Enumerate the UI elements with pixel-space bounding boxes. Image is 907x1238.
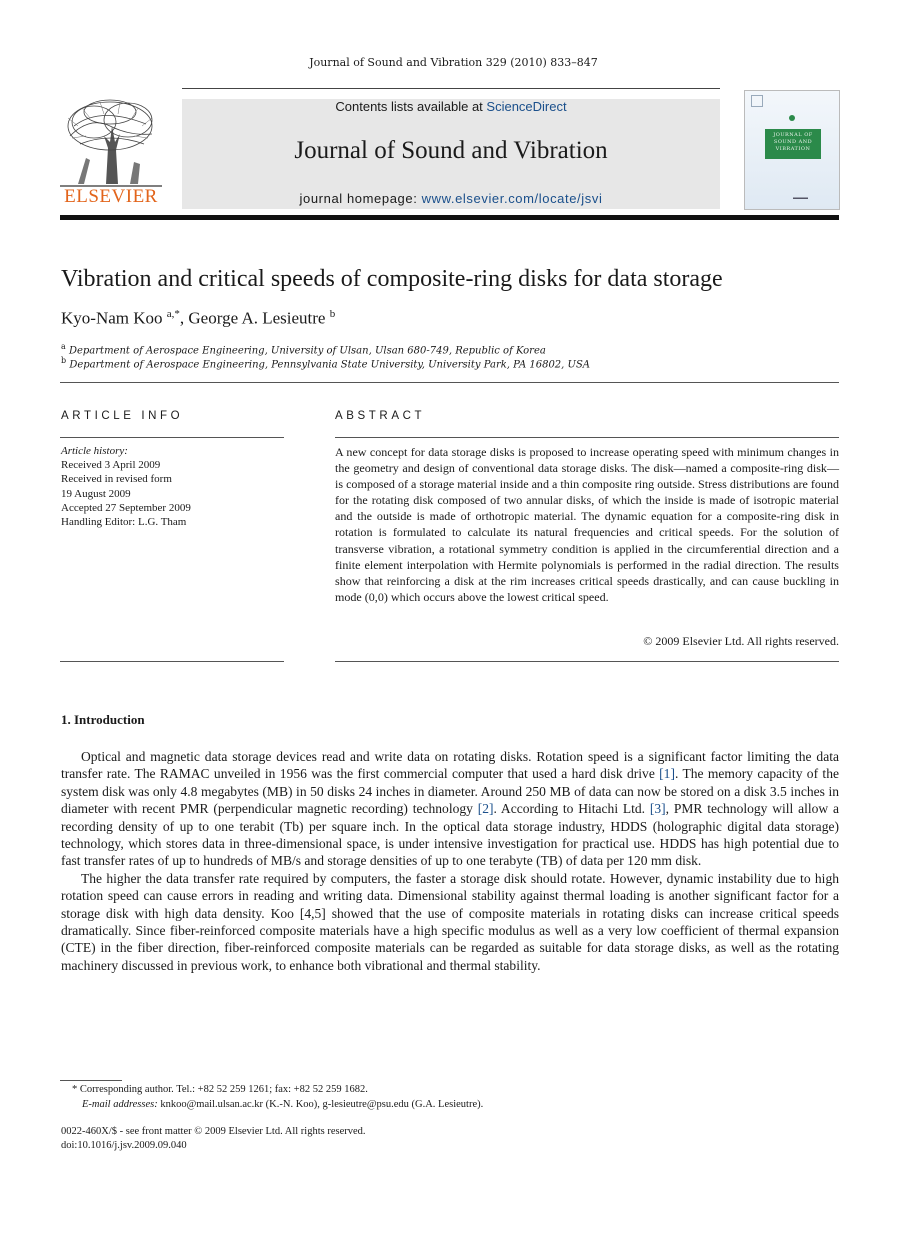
author-separator: , [179, 308, 189, 328]
history-line: Accepted 27 September 2009 [61, 501, 191, 514]
abstract-copyright: © 2009 Elsevier Ltd. All rights reserved. [643, 634, 839, 648]
sciencedirect-link[interactable]: ScienceDirect [486, 99, 567, 114]
reference-link-1[interactable]: [1] [659, 766, 675, 782]
paragraph-text: . The memory capacity of the system disk was only 4.8 megabytes (MB) in 50 disks 24 inches in diameter. Around 250 MB of data can now be stored on a disk 3.5 inches in diameter with recent PMR (perpendicular magnetic recording) technology [61, 766, 839, 817]
affiliation-b [61, 356, 590, 370]
article-info-rule [60, 437, 284, 438]
paragraph-text: , PMR technology will allow a recording density of up to one terabit (Tb) per square inch. In the optical data storage industry, HDDS (holographic digital data storage) technology, which stores data in three-dimensional space, is under intensive investigation for practical use. HDDS has high potential due to fast transfer rates of up to hundreds of MB/s and storage densities of up to one terabyte (TB) of data per 120 mm disk. [61, 801, 839, 869]
intro-paragraph-1 [61, 748, 839, 870]
issn-line: 0022-460X/$ - see front matter © 2009 Elsevier Ltd. All rights reserved. [61, 1126, 366, 1137]
author-list [61, 308, 335, 329]
section-heading-introduction: 1. Introduction [61, 712, 145, 727]
article-history [61, 444, 285, 529]
corresponding-author-note: * Corresponding author. Tel.: +82 52 259 1261; fax: +82 52 259 1682. [72, 1084, 368, 1095]
author-2: George A. Lesieutre [188, 308, 326, 328]
contents-line [182, 99, 720, 115]
paragraph-text: . According to Hitachi Ltd. [493, 801, 650, 817]
cover-mark-icon [751, 95, 763, 107]
intro-paragraph-2: The higher the data transfer rate required by computers, the faster a storage disk should rotate. However, dynamic instability due to high rotation speed can cause errors in reading and writing data. Dimensional stability against thermal loading is another significant factor for a storage disk with high data density. Koo [4,5] showed that the use of composite materials in rotating disks can increase critical speeds dramatically. Since fiber-reinforced composite materials have a high specific modulus as well as a very low coefficient of thermal expansion (CTE) in the fiber direction, fiber-reinforced composite materials can be regarded as suitable for data storage disks, as well as the rotating machinery discussed in previous work, to enhance both vibrational and thermal stability. [61, 870, 839, 973]
homepage-prefix: journal homepage: [299, 191, 422, 206]
journal-citation: Journal of Sound and Vibration 329 (2010) 833–847 [309, 56, 598, 69]
cover-dot-icon [789, 115, 795, 121]
history-line: 19 August 2009 [61, 487, 131, 500]
author-1: Kyo-Nam Koo [61, 308, 163, 328]
author-2-affil[interactable]: b [329, 308, 336, 320]
intro-body [61, 748, 839, 974]
abstract-heading: ABSTRACT [335, 410, 426, 422]
email-note [82, 1099, 483, 1110]
affiliation-b-label: b [61, 356, 67, 365]
footnote-rule [60, 1080, 122, 1081]
reference-link-3[interactable]: [3] [649, 801, 666, 817]
elsevier-logo [60, 96, 162, 208]
author-1-affil[interactable]: a,* [166, 308, 180, 320]
cover-title: JOURNAL OF SOUND AND VIBRATION [765, 129, 821, 159]
front-divider [60, 382, 839, 383]
journal-cover [744, 90, 840, 210]
history-line: Received in revised form [61, 473, 172, 486]
email-label: E-mail addresses: [82, 1099, 158, 1110]
homepage-link[interactable]: www.elsevier.com/locate/jsvi [421, 191, 603, 206]
contents-prefix: Contents lists available at [335, 99, 487, 114]
history-line: Handling Editor: L.G. Tham [61, 516, 187, 529]
journal-title: Journal of Sound and Vibration [294, 137, 608, 164]
paragraph-text: Optical and magnetic data storage devices read and write data on rotating disks. Rotation speed is a significant factor limiting the data transfer rate. The RAMAC unveiled in 1956 was the first commercial computer that used a hard disk drive [61, 749, 839, 782]
abstract-rule [335, 437, 839, 438]
homepage-line [182, 191, 720, 206]
reference-link-2[interactable]: [2] [477, 801, 494, 817]
article-info-heading: ARTICLE INFO [61, 410, 184, 422]
article-title: Vibration and critical speeds of composite-ring disks for data storage [61, 266, 723, 292]
elsevier-wordmark: ELSEVIER [64, 186, 158, 207]
affiliation-b-text: Department of Aerospace Engineering, Pennsylvania State University, University Park, PA 16802, USA [69, 359, 591, 371]
abstract-text: A new concept for data storage disks is proposed to increase operating speed with minimum changes in the geometry and design of conventional data storage disks. The disk—named a composite-ring disk—is composed of a storage material inside and a thin composite ring outside. Stress distributions are found for the rotating disk composed of two annular disks, of which the inside is made of isotropic material and the outside is made of orthotropic material. The dynamic equation for a composite-ring disk in rotation is formulated to calculate its natural frequencies and critical speeds. For the solution of transverse vibration, a rotational symmetry condition is applied in the circumferential direction and a finite element interpolation with Hermite polynomials is performed in the radial direction. The results show that reinforcing a disk at the rim increases critical speeds drastically, and can cause buckling in mode (0,0) which occurs above the lowest critical speed. [335, 445, 839, 604]
history-label: Article history: [61, 445, 128, 457]
email-addresses[interactable]: knkoo@mail.ulsan.ac.kr (K.-N. Koo), g-lesieutre@psu.edu (G.A. Lesieutre). [157, 1099, 484, 1110]
cover-publisher-icon: ▬▬▬ [793, 195, 808, 201]
article-info-bottom-rule [60, 661, 284, 662]
history-line: Received 3 April 2009 [61, 459, 161, 472]
header-rule [182, 88, 720, 89]
doi-line[interactable]: doi:10.1016/j.jsv.2009.09.040 [61, 1140, 187, 1151]
abstract-bottom-rule [335, 661, 839, 662]
header-thick-rule [60, 215, 839, 220]
affiliation-a-text: Department of Aerospace Engineering, University of Ulsan, Ulsan 680-749, Republic of Korea [68, 345, 546, 357]
affiliation-a [61, 342, 546, 356]
affiliation-a-label: a [61, 342, 66, 351]
journal-banner [182, 99, 720, 209]
elsevier-tree-icon [60, 96, 162, 188]
